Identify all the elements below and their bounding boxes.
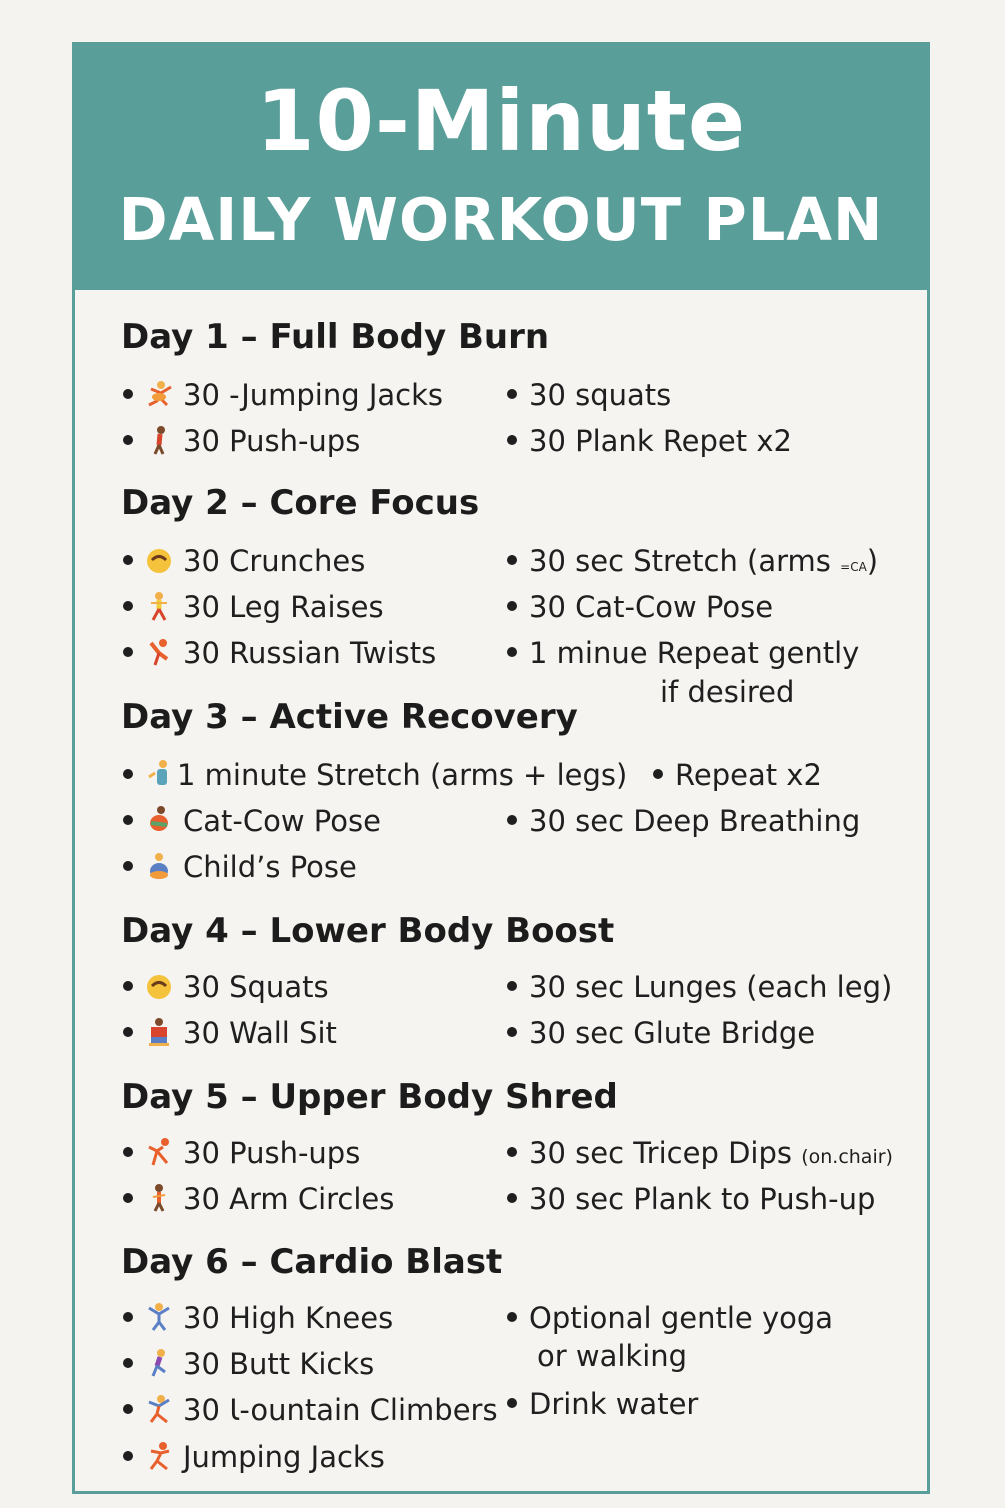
bullet	[123, 1193, 133, 1203]
list-item: 30 Cat-Cow Pose	[507, 584, 773, 630]
bullet	[507, 601, 517, 611]
list-item: Repeat x2	[653, 752, 822, 798]
list-item: 30 Leg Raises	[123, 584, 384, 630]
bullet	[507, 1398, 517, 1408]
push-up-icon	[145, 425, 173, 455]
list-item: 30 Butt Kicks	[123, 1341, 374, 1387]
list-item: 30 sec Lunges (each leg)	[507, 964, 892, 1010]
crunch-icon	[145, 545, 173, 575]
list-item-continuation: or walking	[537, 1339, 688, 1373]
workout-card	[72, 42, 930, 1494]
list-item: 30 Push-ups	[123, 418, 360, 464]
list-item: 30 squats	[507, 372, 671, 418]
list-item: 30 Russian Twists	[123, 630, 436, 676]
russian-twist-icon	[145, 637, 173, 667]
list-item: 30 Ɩ-ountain Climbers	[123, 1387, 498, 1433]
bullet	[123, 981, 133, 991]
list-item: 30 sec Deep Breathing	[507, 798, 860, 844]
list-item: 1 minute Stretch (arms + legs)	[123, 752, 627, 798]
page-title: 10-Minute	[256, 72, 746, 170]
bullet	[507, 1027, 517, 1037]
bullet	[123, 435, 133, 445]
list-item: Drink water	[507, 1381, 698, 1427]
list-item: 30 Squats	[123, 964, 329, 1010]
day-2-title: Day 2 – Core Focus	[121, 483, 480, 523]
bullet	[507, 981, 517, 991]
leg-raise-icon	[145, 591, 173, 621]
bullet	[123, 647, 133, 657]
jumping-jacks-icon	[145, 379, 173, 409]
list-item: 30 High Knees	[123, 1295, 393, 1341]
bullet	[507, 555, 517, 565]
jumping-jacks-icon	[145, 1441, 173, 1471]
list-item: Optional gentle yoga	[507, 1295, 833, 1341]
list-item: 30 Arm Circles	[123, 1176, 394, 1222]
bullet	[507, 435, 517, 445]
mountain-climbers-icon	[145, 1394, 173, 1424]
list-item: 30 Crunches	[123, 538, 365, 584]
arm-circles-icon	[145, 1183, 173, 1213]
bullet	[123, 389, 133, 399]
list-item-continuation: if desired	[660, 675, 795, 709]
bullet	[123, 769, 133, 779]
bullet	[507, 815, 517, 825]
day-6-title: Day 6 – Cardio Blast	[121, 1242, 503, 1282]
bullet	[123, 815, 133, 825]
page-subtitle: DAILY WORKOUT PLAN	[118, 185, 884, 254]
high-knees-icon	[145, 1302, 173, 1332]
list-item: 30 Wall Sit	[123, 1010, 337, 1056]
squat-icon	[145, 971, 173, 1001]
bullet	[507, 1193, 517, 1203]
bullet	[507, 647, 517, 657]
bullet	[123, 555, 133, 565]
wall-sit-icon	[145, 1017, 173, 1047]
bullet	[507, 1147, 517, 1157]
list-item: 30 -Jumping Jacks	[123, 372, 443, 418]
list-item: Child’s Pose	[123, 844, 357, 890]
list-item: 30 sec Plank to Push-up	[507, 1176, 875, 1222]
header-banner	[75, 45, 927, 290]
bullet	[123, 1312, 133, 1322]
list-item: 30 sec Glute Bridge	[507, 1010, 815, 1056]
list-item: Cat-Cow Pose	[123, 798, 381, 844]
day-5-title: Day 5 – Upper Body Shred	[121, 1077, 618, 1117]
bullet	[653, 769, 663, 779]
day-4-title: Day 4 – Lower Body Boost	[121, 911, 615, 951]
bullet	[123, 861, 133, 871]
cat-cow-icon	[145, 805, 173, 835]
list-item: 30 Plank Repet x2	[507, 418, 792, 464]
bullet	[123, 1358, 133, 1368]
stretch-icon	[145, 759, 173, 789]
push-up-icon	[145, 1137, 173, 1167]
bullet	[123, 1147, 133, 1157]
bullet	[507, 1312, 517, 1322]
list-item: 30 sec Tricep Dips (on.chair)	[507, 1130, 893, 1180]
list-item: 30 Push-ups	[123, 1130, 360, 1176]
childs-pose-icon	[145, 851, 173, 881]
bullet	[123, 601, 133, 611]
day-3-title: Day 3 – Active Recovery	[121, 697, 578, 737]
day-1-title: Day 1 – Full Body Burn	[121, 317, 550, 357]
bullet	[123, 1027, 133, 1037]
butt-kicks-icon	[145, 1348, 173, 1378]
bullet	[507, 389, 517, 399]
bullet	[123, 1451, 133, 1461]
list-item: 30 sec Stretch (arms =CA)	[507, 538, 878, 590]
list-item: Jumping Jacks	[123, 1434, 385, 1480]
list-item: 1 minue Repeat gently	[507, 630, 859, 676]
bullet	[123, 1404, 133, 1414]
